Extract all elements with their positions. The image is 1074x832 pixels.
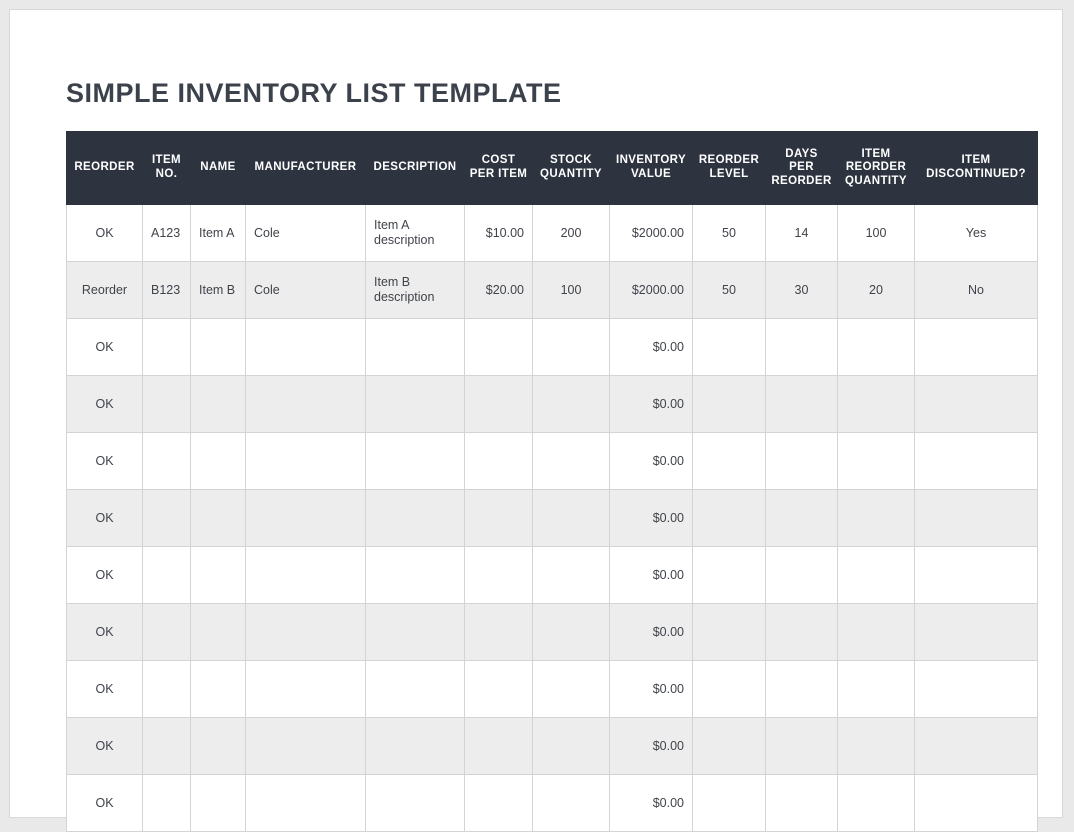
cell-item-discontinued[interactable] [915, 433, 1038, 490]
cell-inventory-value[interactable]: $2000.00 [610, 205, 693, 262]
table-row[interactable] [67, 319, 1038, 376]
cell-stock-quantity[interactable] [533, 604, 610, 661]
cell-description[interactable]: Item A description [366, 205, 465, 262]
cell-manufacturer[interactable] [246, 718, 366, 775]
inventory-table-container [66, 131, 1037, 832]
cell-name[interactable] [191, 319, 246, 376]
column-header-inventory-value[interactable] [610, 132, 693, 205]
cell-reorder-level[interactable] [693, 661, 766, 718]
cell-description[interactable] [366, 718, 465, 775]
header-line: REORDER [74, 161, 135, 174]
cell-reorder-level[interactable]: 50 [693, 262, 766, 319]
header-line: PER ITEM [469, 168, 528, 180]
cell-item-discontinued[interactable] [915, 490, 1038, 547]
cell-reorder[interactable]: OK [67, 547, 143, 604]
cell-manufacturer[interactable]: Cole [246, 205, 366, 262]
cell-manufacturer[interactable] [246, 490, 366, 547]
cell-inventory-value[interactable]: $0.00 [610, 490, 693, 547]
cell-name[interactable] [191, 376, 246, 433]
cell-stock-quantity[interactable] [533, 718, 610, 775]
cell-inventory-value[interactable]: $0.00 [610, 433, 693, 490]
cell-item-reorder-quantity[interactable] [838, 718, 915, 775]
cell-days-per-reorder[interactable]: 30 [766, 262, 838, 319]
cell-reorder[interactable]: OK [67, 490, 143, 547]
cell-reorder-level[interactable] [693, 604, 766, 661]
cell-inventory-value[interactable]: $0.00 [610, 319, 693, 376]
cell-days-per-reorder[interactable] [766, 775, 838, 832]
header-line: STOCK [549, 154, 593, 167]
cell-manufacturer[interactable] [246, 661, 366, 718]
cell-reorder[interactable]: Reorder [67, 262, 143, 319]
cell-reorder-level[interactable] [693, 718, 766, 775]
cell-days-per-reorder[interactable] [766, 490, 838, 547]
table-row[interactable] [67, 376, 1038, 433]
header-line: REORDER [698, 154, 760, 167]
cell-inventory-value[interactable]: $0.00 [610, 661, 693, 718]
table-row[interactable] [67, 547, 1038, 604]
cell-days-per-reorder[interactable] [766, 661, 838, 718]
cell-reorder-level[interactable]: 50 [693, 205, 766, 262]
cell-days-per-reorder[interactable] [766, 718, 838, 775]
cell-item-no[interactable] [143, 433, 191, 490]
cell-item-discontinued[interactable] [915, 547, 1038, 604]
cell-reorder[interactable]: OK [67, 718, 143, 775]
column-header-item-discontinued[interactable] [915, 132, 1038, 205]
header-line: ITEM [151, 154, 182, 167]
cell-item-discontinued[interactable] [915, 775, 1038, 832]
column-header-item-no[interactable] [143, 132, 191, 205]
cell-cost-per-item[interactable] [465, 490, 533, 547]
cell-days-per-reorder[interactable] [766, 319, 838, 376]
cell-stock-quantity[interactable]: 100 [533, 262, 610, 319]
cell-cost-per-item[interactable] [465, 718, 533, 775]
table-row[interactable] [67, 661, 1038, 718]
cell-name[interactable] [191, 433, 246, 490]
cell-item-no[interactable] [143, 319, 191, 376]
table-row[interactable] [67, 205, 1038, 262]
cell-item-reorder-quantity[interactable] [838, 547, 915, 604]
header-line: PER [789, 161, 814, 174]
table-row[interactable] [67, 775, 1038, 832]
cell-inventory-value[interactable]: $2000.00 [610, 262, 693, 319]
column-header-item-reorder-quantity[interactable] [838, 132, 915, 205]
inventory-table [66, 131, 1038, 832]
table-row[interactable] [67, 604, 1038, 661]
cell-item-no[interactable]: A123 [143, 205, 191, 262]
cell-name[interactable] [191, 661, 246, 718]
cell-description[interactable]: Item B description [366, 262, 465, 319]
table-header-row [67, 132, 1038, 205]
header-line: REORDER [771, 174, 832, 187]
cell-item-discontinued[interactable] [915, 718, 1038, 775]
header-line: DAYS [785, 147, 818, 160]
cell-stock-quantity[interactable] [533, 775, 610, 832]
cell-item-reorder-quantity[interactable] [838, 376, 915, 433]
cell-item-discontinued[interactable] [915, 319, 1038, 376]
cell-name[interactable] [191, 775, 246, 832]
cell-days-per-reorder[interactable] [766, 433, 838, 490]
header-line: LEVEL [709, 168, 749, 180]
cell-item-reorder-quantity[interactable] [838, 661, 915, 718]
cell-item-reorder-quantity[interactable] [838, 775, 915, 832]
column-header-name[interactable] [191, 132, 246, 205]
cell-cost-per-item[interactable] [465, 319, 533, 376]
header-line: DESCRIPTION [373, 161, 457, 174]
cell-cost-per-item[interactable]: $20.00 [465, 262, 533, 319]
column-header-days-per-reorder[interactable] [766, 132, 838, 205]
table-row[interactable] [67, 718, 1038, 775]
cell-item-no[interactable] [143, 547, 191, 604]
column-header-reorder[interactable] [67, 132, 143, 205]
cell-cost-per-item[interactable] [465, 376, 533, 433]
cell-cost-per-item[interactable] [465, 775, 533, 832]
cell-item-no[interactable] [143, 661, 191, 718]
cell-name[interactable]: Item A [191, 205, 246, 262]
cell-days-per-reorder[interactable] [766, 604, 838, 661]
cell-reorder-level[interactable] [693, 376, 766, 433]
cell-days-per-reorder[interactable] [766, 376, 838, 433]
table-row[interactable] [67, 262, 1038, 319]
document-page [9, 9, 1063, 818]
cell-manufacturer[interactable] [246, 775, 366, 832]
header-line: REORDER [845, 161, 907, 174]
cell-description[interactable] [366, 319, 465, 376]
cell-item-discontinued[interactable]: No [915, 262, 1038, 319]
cell-cost-per-item[interactable] [465, 433, 533, 490]
cell-reorder[interactable]: OK [67, 319, 143, 376]
page-title: SIMPLE INVENTORY LIST TEMPLATE [66, 78, 562, 108]
cell-cost-per-item[interactable] [465, 547, 533, 604]
header-line: ITEM [961, 154, 991, 167]
table-header [67, 132, 1038, 205]
header-line: ITEM [861, 147, 891, 160]
cell-description[interactable] [366, 376, 465, 433]
header-line: VALUE [630, 168, 672, 180]
cell-item-reorder-quantity[interactable] [838, 490, 915, 547]
cell-days-per-reorder[interactable] [766, 547, 838, 604]
cell-item-discontinued[interactable] [915, 376, 1038, 433]
cell-stock-quantity[interactable]: 200 [533, 205, 610, 262]
header-line: MANUFACTURER [254, 161, 357, 174]
cell-cost-per-item[interactable] [465, 661, 533, 718]
cell-manufacturer[interactable] [246, 433, 366, 490]
column-header-cost-per-item[interactable] [465, 132, 533, 205]
cell-manufacturer[interactable]: Cole [246, 262, 366, 319]
cell-inventory-value[interactable]: $0.00 [610, 775, 693, 832]
cell-stock-quantity[interactable] [533, 661, 610, 718]
cell-description[interactable] [366, 433, 465, 490]
header-line: QUANTITY [845, 174, 907, 187]
column-header-stock-quantity[interactable] [533, 132, 610, 205]
cell-description[interactable] [366, 775, 465, 832]
cell-name[interactable] [191, 547, 246, 604]
cell-reorder-level[interactable] [693, 490, 766, 547]
cell-stock-quantity[interactable] [533, 547, 610, 604]
cell-reorder[interactable]: OK [67, 205, 143, 262]
cell-description[interactable] [366, 490, 465, 547]
cell-manufacturer[interactable] [246, 376, 366, 433]
cell-item-discontinued[interactable] [915, 661, 1038, 718]
cell-reorder-level[interactable] [693, 433, 766, 490]
header-line: QUANTITY [540, 168, 602, 180]
cell-manufacturer[interactable] [246, 319, 366, 376]
header-line: DISCONTINUED? [926, 168, 1026, 180]
cell-stock-quantity[interactable] [533, 319, 610, 376]
cell-name[interactable] [191, 490, 246, 547]
cell-inventory-value[interactable]: $0.00 [610, 547, 693, 604]
header-line: NAME [200, 161, 236, 174]
cell-stock-quantity[interactable] [533, 490, 610, 547]
table-body [67, 205, 1038, 832]
table-row[interactable] [67, 490, 1038, 547]
cell-stock-quantity[interactable] [533, 433, 610, 490]
cell-item-no[interactable] [143, 376, 191, 433]
cell-item-reorder-quantity[interactable] [838, 319, 915, 376]
cell-inventory-value[interactable]: $0.00 [610, 376, 693, 433]
cell-item-no[interactable] [143, 604, 191, 661]
cell-description[interactable] [366, 547, 465, 604]
cell-item-no[interactable] [143, 775, 191, 832]
cell-description[interactable] [366, 604, 465, 661]
cell-description[interactable] [366, 661, 465, 718]
cell-cost-per-item[interactable] [465, 604, 533, 661]
cell-item-discontinued[interactable] [915, 604, 1038, 661]
column-header-manufacturer[interactable] [246, 132, 366, 205]
cell-manufacturer[interactable] [246, 547, 366, 604]
cell-name[interactable]: Item B [191, 262, 246, 319]
cell-days-per-reorder[interactable]: 14 [766, 205, 838, 262]
cell-item-reorder-quantity[interactable]: 20 [838, 262, 915, 319]
cell-reorder[interactable]: OK [67, 433, 143, 490]
cell-reorder[interactable]: OK [67, 775, 143, 832]
cell-cost-per-item[interactable]: $10.00 [465, 205, 533, 262]
cell-reorder[interactable]: OK [67, 376, 143, 433]
cell-reorder[interactable]: OK [67, 604, 143, 661]
cell-stock-quantity[interactable] [533, 376, 610, 433]
cell-name[interactable] [191, 718, 246, 775]
cell-inventory-value[interactable]: $0.00 [610, 718, 693, 775]
cell-item-no[interactable] [143, 718, 191, 775]
cell-reorder-level[interactable] [693, 319, 766, 376]
cell-reorder-level[interactable] [693, 547, 766, 604]
cell-reorder[interactable]: OK [67, 661, 143, 718]
header-line: NO. [155, 168, 178, 180]
column-header-description[interactable] [366, 132, 465, 205]
column-header-reorder-level[interactable] [693, 132, 766, 205]
cell-item-reorder-quantity[interactable] [838, 433, 915, 490]
cell-item-no[interactable] [143, 490, 191, 547]
header-line: COST [481, 154, 516, 167]
cell-manufacturer[interactable] [246, 604, 366, 661]
cell-inventory-value[interactable]: $0.00 [610, 604, 693, 661]
cell-item-reorder-quantity[interactable] [838, 604, 915, 661]
cell-item-discontinued[interactable]: Yes [915, 205, 1038, 262]
cell-name[interactable] [191, 604, 246, 661]
table-row[interactable] [67, 433, 1038, 490]
header-line: INVENTORY [615, 154, 687, 167]
cell-item-no[interactable]: B123 [143, 262, 191, 319]
cell-reorder-level[interactable] [693, 775, 766, 832]
cell-item-reorder-quantity[interactable]: 100 [838, 205, 915, 262]
